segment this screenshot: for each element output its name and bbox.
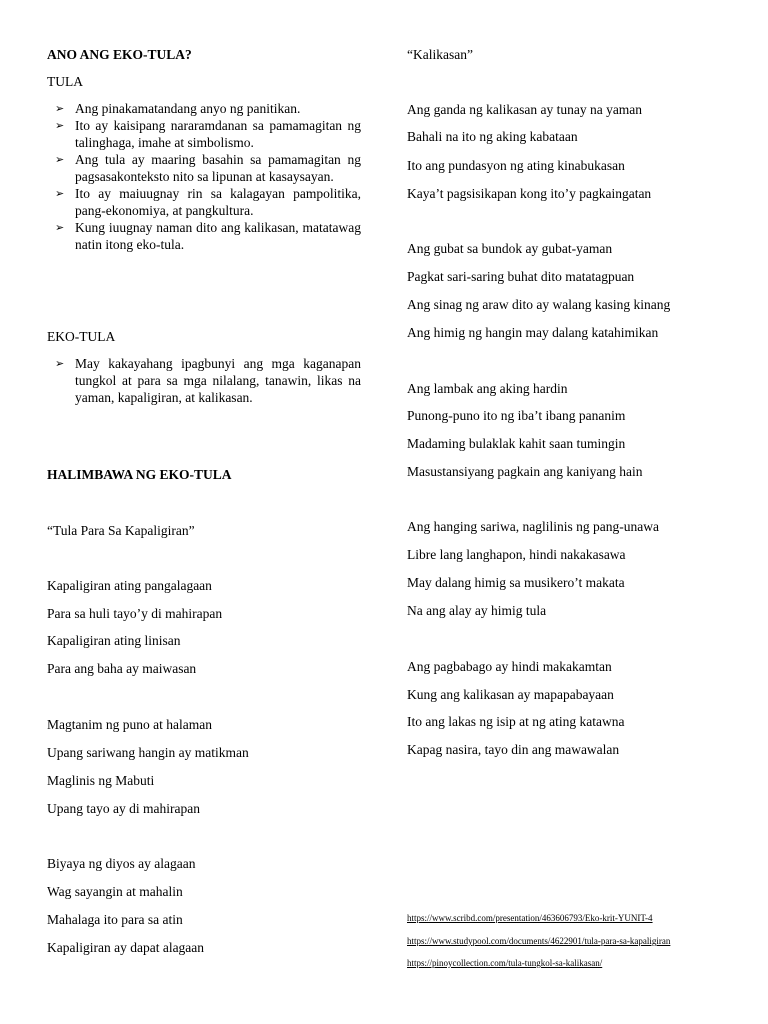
poem-line: Na ang alay ay himig tula (407, 603, 547, 618)
poem-line: Maglinis ng Mabuti (47, 773, 155, 788)
poem-line: Para ang baha ay maiwasan (47, 661, 197, 676)
arrow-bullet-icon: ➢ (55, 119, 65, 132)
poem-line: Madaming bulaklak kahit saan tumingin (407, 436, 626, 451)
poem-line: Masustansiyang pagkain ang kaniyang hain (407, 464, 643, 479)
subheading-tula: TULA (47, 74, 83, 89)
reference-link[interactable]: https://www.studypool.com/documents/4622901/tula-para-sa-kapaligiran (407, 936, 671, 946)
poem-line: Kung ang kalikasan ay mapapabayaan (407, 687, 614, 702)
poem-line: Mahalaga ito para sa atin (47, 912, 183, 927)
poem-line: Ang himig ng hangin may dalang katahimikan (407, 325, 659, 340)
arrow-bullet-icon: ➢ (55, 153, 65, 166)
reference-link[interactable]: https://www.scribd.com/presentation/463606793/Eko-krit-YUNIT-4 (407, 913, 653, 923)
reference-link[interactable]: https://pinoycollection.com/tula-tungkol-sa-kalikasan/ (407, 958, 603, 968)
poem-line: Kapaligiran ating pangalagaan (47, 578, 212, 593)
poem-line: Ang sinag ng araw dito ay walang kasing kinang (407, 297, 671, 312)
poem-line: Punong-puno ito ng iba’t ibang pananim (407, 408, 626, 423)
eko-tula-bullet-list (47, 355, 361, 406)
tula-bullet-list (47, 100, 361, 253)
poem-line: Ito ang pundasyon ng ating kinabukasan (407, 158, 625, 173)
poem-line: Ang pagbabago ay hindi makakamtan (407, 659, 612, 674)
poem-line: Magtanim ng puno at halaman (47, 717, 212, 732)
list-item: ➢ Ang tula ay maaring basahin sa pamamagitan ng pagsasakonteksto nito sa lipunan at kasaysayan. (55, 152, 361, 184)
poem-line: Upang sariwang hangin ay matikman (47, 745, 249, 760)
list-item: ➢ May kakayahang ipagbunyi ang mga kaganapan tungkol at para sa mga nilalang, tanawin, likas na yaman, kapaligiran, at kalikasan. (55, 356, 361, 405)
poem-line: Bahali na ito ng aking kabataan (407, 129, 578, 144)
poem-line: Ang lambak ang aking hardin (407, 381, 568, 396)
arrow-bullet-icon: ➢ (55, 187, 65, 200)
poem-line: Kapaligiran ating linisan (47, 633, 181, 648)
poem-line: May dalang himig sa musikero’t makata (407, 575, 625, 590)
section-heading: ANO ANG EKO-TULA? (47, 47, 192, 62)
list-item: ➢ Kung iuugnay naman dito ang kalikasan, matatawag natin itong eko-tula. (55, 220, 361, 252)
poem-title: “Tula Para Sa Kapaligiran” (47, 523, 195, 538)
poem-line: Kaya’t pagsisikapan kong ito’y pagkaingatan (407, 186, 652, 201)
poem-line: Pagkat sari-saring buhat dito matatagpuan (407, 269, 635, 284)
poem-line: Wag sayangin at mahalin (47, 884, 183, 899)
list-item: ➢ Ito ay kaisipang nararamdanan sa pamamagitan ng talinghaga, imahe at simbolismo. (55, 118, 361, 150)
arrow-bullet-icon: ➢ (55, 221, 65, 234)
poem-line: Ang gubat sa bundok ay gubat-yaman (407, 241, 613, 256)
poem-line: Ang ganda ng kalikasan ay tunay na yaman (407, 102, 643, 117)
poem-line: Biyaya ng diyos ay alagaan (47, 856, 196, 871)
list-item: ➢ Ito ay maiuugnay rin sa kalagayan pampolitika, pang-ekonomiya, at pangkultura. (55, 186, 361, 218)
poem-line: Upang tayo ay di mahirapan (47, 801, 200, 816)
poem-line: Ito ang lakas ng isip at ng ating katawna (407, 714, 625, 729)
poem-line: Ang hanging sariwa, naglilinis ng pang-unawa (407, 519, 659, 534)
section-heading: HALIMBAWA NG EKO-TULA (47, 467, 232, 482)
poem-title: “Kalikasan” (407, 47, 473, 62)
subheading-eko-tula: EKO-TULA (47, 329, 116, 344)
list-item: ➢ Ang pinakamatandang anyo ng panitikan. (55, 101, 301, 116)
poem-line: Para sa huli tayo’y di mahirapan (47, 606, 223, 621)
arrow-bullet-icon: ➢ (55, 102, 65, 115)
poem-line: Libre lang langhapon, hindi nakakasawa (407, 547, 626, 562)
arrow-bullet-icon: ➢ (55, 357, 65, 370)
poem-line: Kapaligiran ay dapat alagaan (47, 940, 205, 955)
poem-line: Kapag nasira, tayo din ang mawawalan (407, 742, 620, 757)
